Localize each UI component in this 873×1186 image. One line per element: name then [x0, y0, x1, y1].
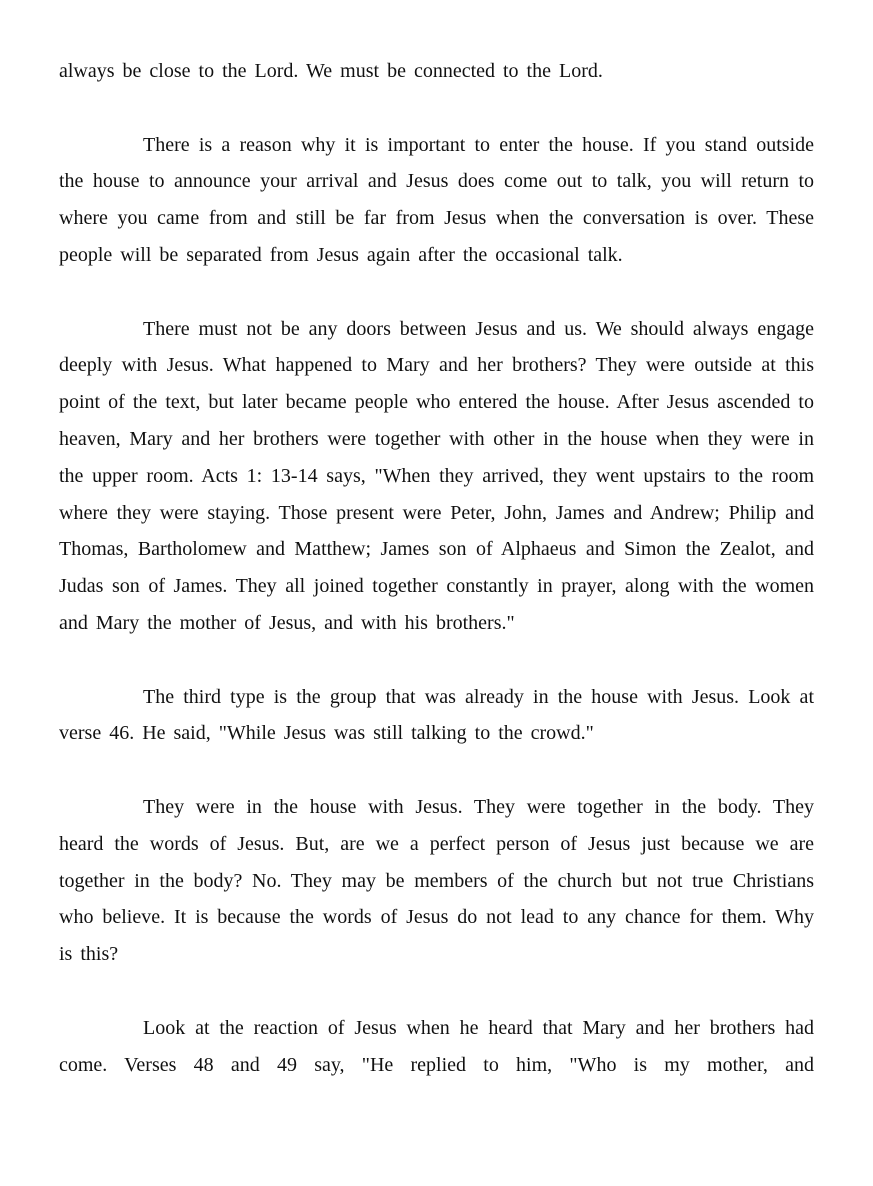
paragraph-5: They were in the house with Jesus. They were together in the body. They heard the words of Jesus. But, are we a perfect person of Jesus just because we are together in the body? No. They may be members of the church but not true Christians who believe. It is because the words of Jesus do not lead to any chance for them. Why is this?	[59, 795, 814, 966]
paragraph-2: There is a reason why it is important to enter the house. If you stand outside the house to announce your arrival and Jesus does come out to talk, you will return to where you came from and still be far from Jesus when the conversation is over. These people will be separated from Jesus again after the occasional talk.	[59, 133, 814, 266]
paragraph-4: The third type is the group that was already in the house with Jesus. Look at verse 46. He said, "While Jesus was still talking to the crowd."	[59, 685, 814, 745]
paragraph-1: always be close to the Lord. We must be connected to the Lord.	[59, 60, 603, 82]
paragraph-6: Look at the reaction of Jesus when he heard that Mary and her brothers had come. Verses 48 and 49 say, "He replied to him, "Who is my mother, and	[59, 1016, 814, 1076]
paragraph-3: There must not be any doors between Jesus and us. We should always engage deeply with Jesus. What happened to Mary and her brothers? They were outside at this point of the text, but later became people who entered the house. After Jesus ascended to heaven, Mary and her brothers were together with other in the house when they were in the upper room. Acts 1: 13-14 says, "When they arrived, they went upstairs to the room where they were staying. Those present were Peter, John, James and Andrew; Philip and Thomas, Bartholomew and Matthew; James son of Alphaeus and Simon the Zealot, and Judas son of James. They all joined together constantly in prayer, along with the women and Mary the mother of Jesus, and with his brothers."	[59, 317, 814, 634]
document-page	[59, 53, 814, 1083]
